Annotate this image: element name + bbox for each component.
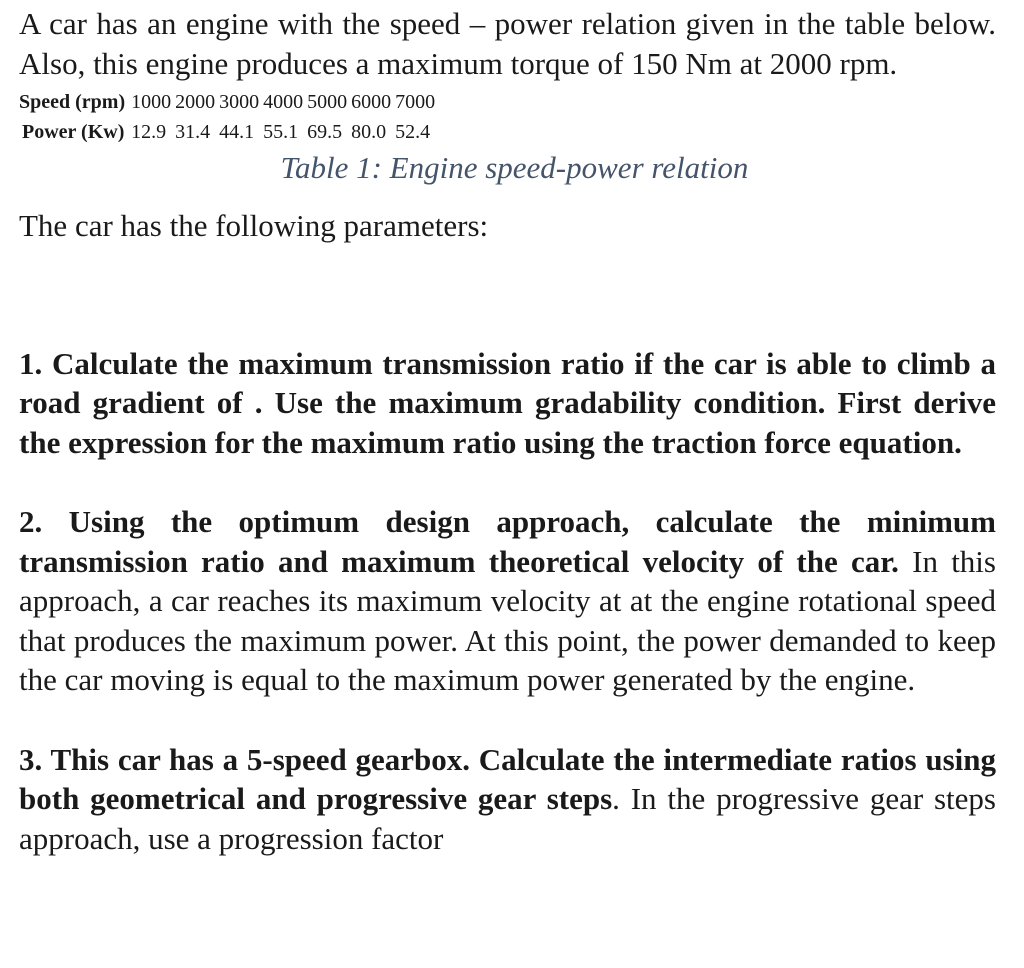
question-3-text: . In the progressive gear steps approach, use a progression factor: [19, 781, 996, 856]
table-row-power: [19, 117, 439, 147]
table-cell: 80.0: [351, 121, 387, 143]
row-label-speed: Speed (rpm): [19, 91, 126, 113]
table-cell: 5000: [307, 91, 348, 113]
document-page: [19, 4, 996, 858]
table-cell: 12.9: [131, 121, 167, 143]
question-1: [19, 344, 996, 463]
table-cell: 6000: [351, 91, 392, 113]
speed-power-table: [19, 87, 439, 147]
parameters-intro: The car has the following parameters:: [19, 208, 489, 243]
table-cell: 44.1: [219, 121, 255, 143]
question-2-text: In this approach, a car reaches its maximum velocity at at the engine rotational speed that produces the maximum power. At this point, the power demanded to keep the car moving is equal to the maximum power generated by the engine.: [19, 543, 996, 697]
question-1-bold-text: 1. Calculate the maximum transmission ratio if the car is able to climb a road gradient of . Use the maximum gradability condition. First derive the expression for the maximum ratio using the traction force equation.: [19, 345, 996, 460]
question-2: [19, 502, 996, 700]
table-caption: Table 1: Engine speed-power relation: [280, 150, 749, 185]
table-cell: 3000: [219, 91, 260, 113]
intro-paragraph: A car has an engine with the speed – power relation given in the table below. Also, this engine produces a maximum torque of 150 Nm at 2000 rpm.: [19, 6, 996, 81]
speed-power-table-container: [19, 87, 996, 147]
table-cell: 69.5: [307, 121, 343, 143]
question-2-bold-text: 2. Using the optimum design approach, calculate the minimum transmission ratio and maximum theoretical velocity of the car.: [19, 504, 996, 579]
table-cell: 2000: [175, 91, 216, 113]
table-row-speed: [19, 87, 439, 117]
table-cell: 4000: [263, 91, 304, 113]
question-3-bold-text: 3. This car has a 5-speed gearbox. Calculate the intermediate ratios using both geometrical and progressive gear steps: [19, 741, 996, 816]
table-cell: 31.4: [175, 121, 211, 143]
table-cell: 1000: [131, 91, 172, 113]
table-cell: 55.1: [263, 121, 299, 143]
row-label-power: Power (Kw): [22, 121, 125, 143]
table-cell: 52.4: [395, 121, 431, 143]
table-cell: 7000: [395, 91, 436, 113]
question-3: [19, 740, 996, 859]
